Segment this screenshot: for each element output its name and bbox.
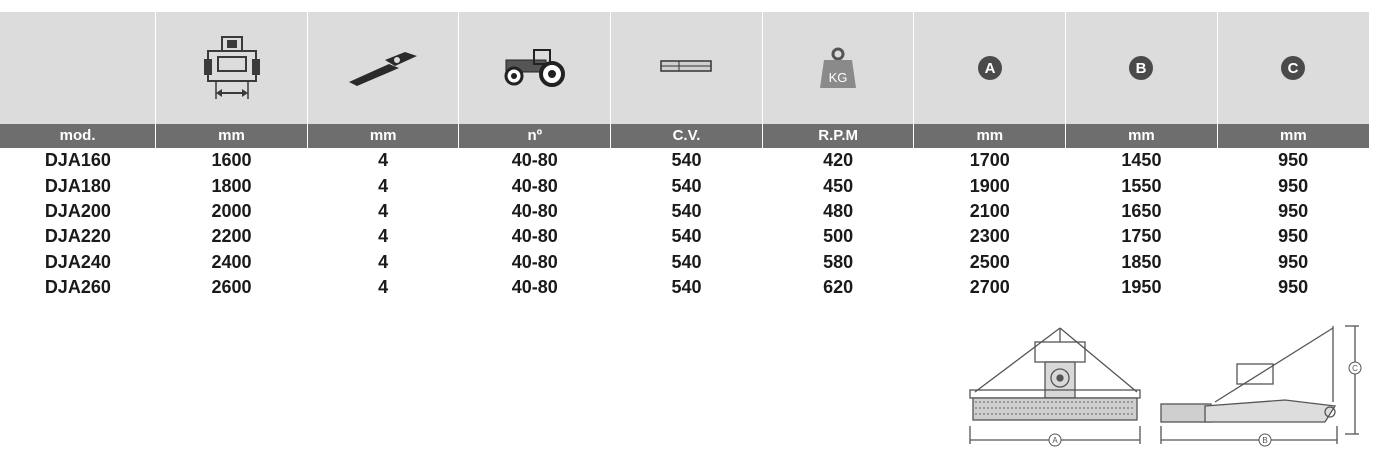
- unit-label: mm: [307, 124, 459, 148]
- value-cell: 950: [1278, 226, 1309, 247]
- dimension-b-icon: [1066, 12, 1218, 124]
- unit-label: mm: [914, 124, 1066, 148]
- value-cell: 4: [378, 277, 389, 298]
- unit-label: mm: [1066, 124, 1218, 148]
- weight-icon: [762, 12, 914, 124]
- value-cell: 540: [671, 150, 702, 171]
- value-cell: 2300: [969, 226, 1010, 247]
- value-cell: 40-80: [511, 277, 558, 298]
- table-row: [0, 250, 1369, 275]
- value-cell: 40-80: [511, 175, 558, 196]
- diagram-label-a: A: [1052, 436, 1058, 445]
- value-cell: 1700: [969, 150, 1010, 171]
- table-row: [0, 173, 1369, 198]
- unit-label: C.V.: [611, 124, 763, 148]
- table-row: [0, 224, 1369, 249]
- value-cell: 540: [671, 200, 702, 221]
- value-cell: 500: [823, 226, 854, 247]
- unit-label: mm: [1217, 124, 1369, 148]
- value-cell: 1650: [1121, 200, 1162, 221]
- dimension-b-marker: [1259, 434, 1271, 446]
- model-cell: DJA220: [44, 226, 111, 247]
- model-cell: DJA180: [44, 175, 111, 196]
- value-cell: 40-80: [511, 150, 558, 171]
- side-view-drawing: [1161, 326, 1359, 444]
- value-cell: 1900: [969, 175, 1010, 196]
- value-cell: 2000: [211, 200, 252, 221]
- value-cell: 540: [671, 251, 702, 272]
- dimension-a-icon: [914, 12, 1066, 124]
- value-cell: 540: [671, 226, 702, 247]
- model-cell: DJA240: [44, 251, 111, 272]
- value-cell: 1950: [1121, 277, 1162, 298]
- model-cell: DJA160: [44, 150, 111, 171]
- value-cell: 620: [823, 277, 854, 298]
- value-cell: 420: [823, 150, 854, 171]
- value-cell: 2700: [969, 277, 1010, 298]
- value-cell: 580: [823, 251, 854, 272]
- value-cell: 4: [378, 251, 389, 272]
- unit-label: mm: [156, 124, 308, 148]
- value-cell: 2200: [211, 226, 252, 247]
- value-cell: 40-80: [511, 226, 558, 247]
- pto-shaft-icon: [611, 12, 763, 124]
- value-cell: 1850: [1121, 251, 1162, 272]
- value-cell: 4: [378, 226, 389, 247]
- mower-dimension-diagram: [965, 322, 1370, 452]
- model-cell: DJA200: [44, 200, 111, 221]
- value-cell: 540: [671, 175, 702, 196]
- table-row: [0, 148, 1369, 173]
- value-cell: 480: [823, 200, 854, 221]
- unit-label: nº: [459, 124, 611, 148]
- value-cell: 950: [1278, 277, 1309, 298]
- value-cell: 950: [1278, 200, 1309, 221]
- value-cell: 950: [1278, 175, 1309, 196]
- diagram-label-c: C: [1352, 364, 1358, 373]
- dimension-c-label: C: [1287, 60, 1299, 77]
- value-cell: 540: [671, 277, 702, 298]
- icon-header-row: [0, 12, 1369, 124]
- model-icon-cell: [0, 12, 156, 124]
- unit-header-row: [0, 124, 1369, 148]
- model-cell: DJA260: [44, 277, 111, 298]
- value-cell: 1750: [1121, 226, 1162, 247]
- dimension-c-icon: [1217, 12, 1369, 124]
- table-row: [0, 275, 1369, 300]
- value-cell: 4: [378, 150, 389, 171]
- value-cell: 1450: [1121, 150, 1162, 171]
- value-cell: 2500: [969, 251, 1010, 272]
- value-cell: 4: [378, 175, 389, 196]
- unit-label: R.P.M: [762, 124, 914, 148]
- value-cell: 40-80: [511, 251, 558, 272]
- value-cell: 1800: [211, 175, 252, 196]
- blade-icon: [307, 12, 459, 124]
- diagram-label-b: B: [1262, 436, 1268, 445]
- value-cell: 4: [378, 200, 389, 221]
- value-cell: 950: [1278, 251, 1309, 272]
- dimension-a-marker: [1049, 434, 1061, 446]
- value-cell: 450: [823, 175, 854, 196]
- table-row: [0, 199, 1369, 224]
- value-cell: 950: [1278, 150, 1309, 171]
- unit-label: mod.: [0, 124, 156, 148]
- spec-table-body: [0, 148, 1369, 300]
- dimension-b-label: B: [1136, 60, 1147, 77]
- value-cell: 40-80: [511, 200, 558, 221]
- value-cell: 2100: [969, 200, 1010, 221]
- working-width-icon: [156, 12, 308, 124]
- weight-icon-label: KG: [828, 70, 848, 85]
- front-view-drawing: [970, 328, 1140, 444]
- dimension-a-label: A: [984, 60, 996, 77]
- value-cell: 1600: [211, 150, 252, 171]
- value-cell: 1550: [1121, 175, 1162, 196]
- value-cell: 2600: [211, 277, 252, 298]
- value-cell: 2400: [211, 251, 252, 272]
- dimension-c-marker: [1349, 362, 1361, 374]
- spec-table: [0, 12, 1369, 300]
- tractor-icon: [459, 12, 611, 124]
